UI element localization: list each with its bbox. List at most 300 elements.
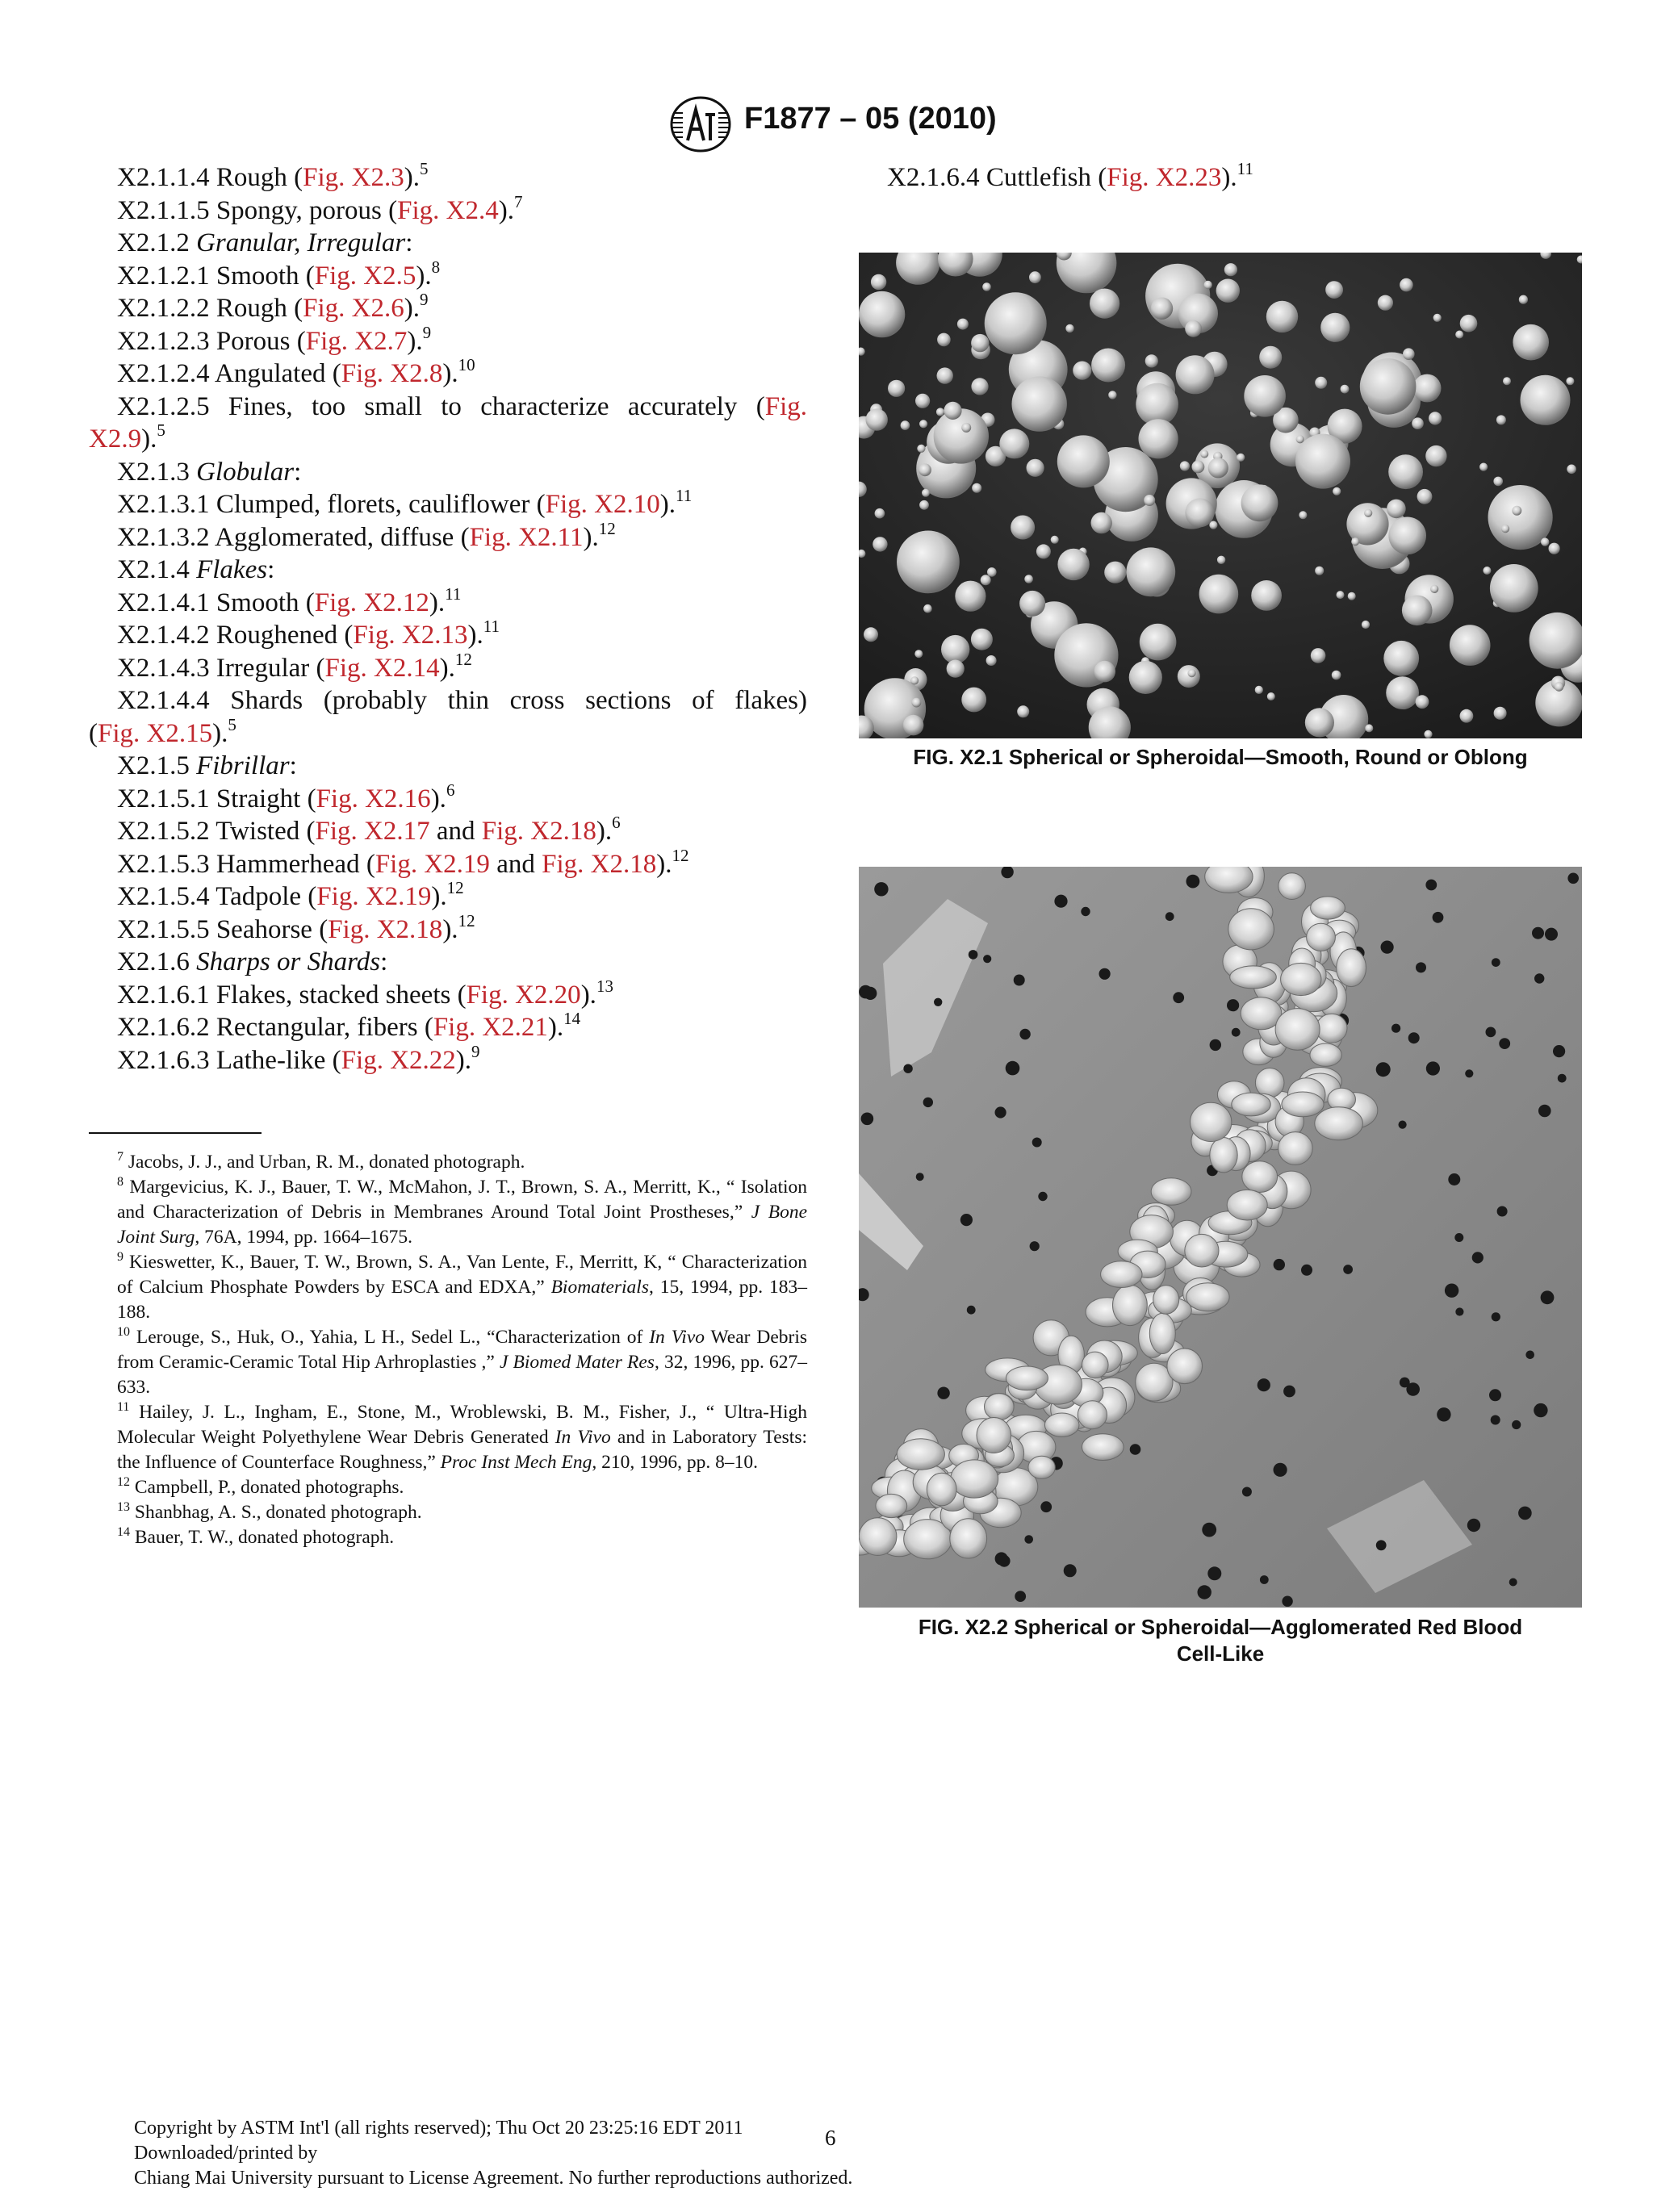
page-header (0, 95, 1653, 153)
membrane-pore (1274, 1463, 1287, 1477)
particle (957, 319, 969, 330)
particle (1178, 665, 1200, 688)
particle (1386, 676, 1419, 709)
particle (1360, 358, 1417, 415)
fig-link[interactable]: Fig. X2.15 (98, 718, 213, 748)
cell-particle (859, 1518, 897, 1556)
particle (1388, 517, 1426, 555)
particle (1430, 585, 1438, 593)
membrane-pore (1210, 1039, 1221, 1051)
particle (1027, 459, 1044, 477)
particle (1200, 450, 1208, 458)
para-X2.1.5.5: X2.1.5.5 Seahorse (Fig. X2.18).$^{12}$ (117, 910, 475, 944)
particle (1433, 314, 1442, 322)
particle (1325, 281, 1343, 299)
particle (1266, 301, 1298, 332)
membrane-pore (1227, 999, 1239, 1011)
membrane-pore (1541, 1290, 1555, 1304)
particle (1365, 724, 1373, 732)
particle (1126, 547, 1175, 596)
membrane-pore (1538, 1105, 1551, 1118)
membrane-pore (1343, 1265, 1353, 1274)
particle (1351, 537, 1359, 546)
para-X2.1.6.4: X2.1.6.4 Cuttlefish (Fig. X2.23).$^{11}$ (887, 159, 1253, 192)
cell-particle (1082, 1434, 1124, 1461)
particle (915, 394, 930, 408)
particle (1185, 498, 1214, 527)
membrane-pore (1455, 1307, 1463, 1315)
para-X2.1.2: X2.1.2 Granular, Irregular: (117, 228, 413, 257)
membrane-pore (1518, 1507, 1532, 1520)
particle (897, 531, 960, 594)
particle (1073, 362, 1091, 380)
particle (1320, 313, 1350, 342)
astm-logo-icon (668, 95, 733, 153)
particle (1362, 621, 1370, 629)
para-X2.1.2.5-line2: X2.9).$^5$ (89, 420, 165, 454)
particle (1017, 705, 1029, 717)
para-X2.1.4.1: X2.1.4.1 Smooth (Fig. X2.12).$^{11}$ (117, 583, 462, 617)
caption-line-1: FIG. X2.2 Spherical or Spheroidal—Agglomerated Red Blood (918, 1615, 1523, 1639)
particle (912, 698, 922, 708)
footnote-11: $^{11}$ Hailey, J. L., Ingham, E., Stone, M., Wroblewski, B. M., Fisher, J., “ Ultra-High Molecular Weight Polyethylene Wear Debris Generated In Vivo and in Laboratory Tests: the Influence of Counterface Roughness,” Proc Inst Mech Eng, 210, 1996, pp. 8–10. (117, 1400, 807, 1473)
membrane-pore (1376, 1540, 1387, 1550)
particle (1566, 377, 1574, 385)
particle (1333, 487, 1341, 496)
cell-particle (1151, 1178, 1191, 1206)
particle (1348, 592, 1356, 600)
footnote-13: $^{13}$ Shanbhag, A. S., donated photograph. (117, 1500, 422, 1523)
membrane-pore (1038, 1192, 1047, 1201)
particle (971, 334, 989, 352)
license-line: Chiang Mai University pursuant to License Agreement. No further reproductions authorized. (134, 2168, 853, 2189)
membrane-pore (1553, 1045, 1565, 1057)
membrane-pore (1525, 1351, 1534, 1360)
particle (914, 650, 923, 658)
cell-particle (985, 1394, 1015, 1420)
para-X2.1.6.1: X2.1.6.1 Flakes, stacked sheets (Fig. X2.20).$^{13}$ (117, 976, 613, 1010)
membrane-pore (1301, 1265, 1312, 1276)
para-X2.1.4.3: X2.1.4.3 Irregular (Fig. X2.14).$^{12}$ (117, 649, 472, 683)
particle (919, 463, 931, 476)
cell-particle (927, 1473, 956, 1506)
cell-particle (1316, 1014, 1347, 1043)
particle (1057, 549, 1089, 580)
particle (1091, 349, 1125, 383)
particle (1267, 692, 1275, 700)
membrane-pore (1534, 1403, 1547, 1417)
particle (864, 627, 878, 642)
fig-link[interactable]: Fig. X2.4 (397, 195, 499, 225)
particle (1090, 289, 1119, 319)
membrane-pore (1416, 962, 1426, 972)
fig-link[interactable]: Fig. X2.13 (353, 621, 468, 650)
particle (1295, 434, 1350, 489)
particle (1204, 281, 1212, 289)
particle (1104, 562, 1126, 583)
fig-link[interactable]: Fig. X2.23 (1107, 163, 1222, 192)
download-line: Downloaded/printed by (134, 2143, 318, 2164)
para-X2.1.5.4: X2.1.5.4 Tadpole (Fig. X2.19).$^{12}$ (117, 878, 464, 911)
membrane-pore (1406, 1382, 1420, 1396)
particle (1024, 575, 1033, 583)
particle (1417, 489, 1433, 504)
fig-link[interactable]: Fig. (764, 391, 807, 421)
particle (1387, 500, 1406, 519)
particle (1503, 377, 1511, 385)
cell-particle (977, 1418, 1011, 1453)
membrane-pore (983, 955, 991, 963)
cell-particle (1101, 1261, 1142, 1288)
particle (1091, 512, 1112, 533)
membrane-pore (859, 985, 873, 999)
cell-particle (1282, 1092, 1324, 1117)
membrane-pore (1260, 1575, 1269, 1584)
particle (1483, 567, 1491, 575)
para-X2.1.3.1: X2.1.3.1 Clumped, florets, cauliflower (Fig. X2.10).$^{11}$ (117, 486, 693, 519)
particle (1057, 435, 1110, 487)
fig-link[interactable]: Fig. X2.16 (316, 784, 431, 813)
para-X2.1.2.4: X2.1.2.4 Angulated (Fig. X2.8).$^{10}$ (117, 355, 475, 388)
footnote-divider (89, 1132, 262, 1134)
particle (1311, 648, 1326, 663)
particle (961, 688, 986, 713)
fig-link[interactable]: Fig. X2.12 (314, 587, 429, 617)
para-X2.1.6.3: X2.1.6.3 Lathe-like (Fig. X2.22).$^9$ (117, 1041, 480, 1075)
particle (1051, 536, 1059, 544)
particle (1490, 564, 1538, 613)
particle (971, 629, 993, 650)
particle (1429, 412, 1442, 424)
cell-particle (1185, 1234, 1219, 1267)
membrane-pore (1491, 1415, 1500, 1425)
membrane-pore (1448, 1173, 1460, 1185)
para-X2.1.4.4-line1: X2.1.4.4 Shards (probably thin cross sections of flakes) (117, 686, 807, 715)
particle (1251, 580, 1282, 611)
cell-particle (1113, 1285, 1148, 1325)
membrane-pore (1381, 941, 1394, 954)
particle (1424, 730, 1432, 738)
membrane-pore (1472, 1252, 1484, 1263)
membrane-pore (1532, 927, 1544, 939)
membrane-pore (1207, 1566, 1221, 1580)
particle (1217, 556, 1225, 564)
membrane-pore (1130, 1444, 1141, 1455)
membrane-pore (1512, 1420, 1521, 1429)
membrane-pore (1445, 1284, 1458, 1298)
membrane-pore (967, 1306, 976, 1315)
particle (1341, 385, 1350, 394)
fig-link[interactable]: Fig. X2.14 (324, 653, 440, 683)
para-X2.1.3: X2.1.3 Globular: (117, 457, 302, 487)
para-X2.1.2.5-line1: X2.1.2.5 Fines, too small to characterize accurately (Fig. (117, 391, 807, 421)
figure-x2-2-caption (859, 1614, 1582, 1667)
particle (1455, 331, 1463, 339)
membrane-pore (1545, 928, 1558, 941)
fig-link[interactable]: Fig. X2.11 (469, 522, 584, 552)
particle (1501, 525, 1509, 533)
membrane-pore (1165, 912, 1174, 921)
particle (1185, 320, 1202, 337)
copyright-line: Copyright by ASTM Int'l (all rights reserved); Thu Oct 20 23:25:16 EDT 2011 (134, 2118, 743, 2139)
particle (961, 423, 971, 433)
membrane-pore (1534, 973, 1544, 983)
membrane-pore (1006, 1061, 1020, 1076)
particle (919, 420, 927, 428)
particle (999, 429, 1029, 458)
particle (1555, 682, 1564, 692)
membrane-pore (1186, 875, 1200, 889)
membrane-pore (1376, 1062, 1391, 1077)
particle (1378, 295, 1393, 311)
para-X2.1.1.4: X2.1.1.4 Rough (Fig. X2.3).$^5$ (117, 159, 429, 192)
particle (1216, 279, 1240, 303)
membrane-pore (1558, 1074, 1567, 1083)
membrane-pore (1040, 1501, 1052, 1512)
membrane-pore (1499, 1038, 1510, 1049)
particle (1513, 324, 1549, 361)
membrane-pore (1408, 1032, 1420, 1043)
particle (871, 274, 886, 290)
particle (901, 420, 910, 430)
fig-link[interactable]: Fig. X2.18 (481, 817, 596, 846)
membrane-pore (1391, 1024, 1400, 1033)
footnote-7: $^7$ Jacobs, J. J., and Urban, R. M., donated photograph. (117, 1150, 525, 1173)
fig-link[interactable]: Fig. X2.8 (341, 359, 443, 388)
fig-link[interactable]: Fig. X2.18 (542, 849, 657, 879)
cell-particle (1082, 1352, 1109, 1378)
particle (1493, 477, 1503, 487)
particle (1494, 707, 1507, 720)
para-X2.1.2.2: X2.1.2.2 Rough (Fig. X2.6).$^9$ (117, 290, 429, 323)
particle (947, 660, 965, 678)
particle (1180, 461, 1190, 470)
particle (937, 367, 953, 383)
cell-particle (1281, 963, 1321, 995)
para-X2.1.6.2: X2.1.6.2 Rectangular, fibers (Fig. X2.21).$^{14}$ (117, 1009, 581, 1042)
particle (873, 537, 887, 551)
membrane-pore (1437, 1407, 1450, 1421)
cell-particle (1311, 897, 1345, 919)
cell-particle (1307, 923, 1336, 951)
particle (971, 378, 988, 395)
membrane-pore (1567, 873, 1579, 884)
membrane-pore (874, 882, 888, 896)
membrane-pore (1173, 992, 1184, 1003)
membrane-pore (1054, 895, 1067, 908)
membrane-pore (1467, 1519, 1480, 1532)
cell-particle (1028, 1456, 1055, 1478)
particle (1029, 271, 1041, 283)
particle (1315, 567, 1324, 575)
particle (1400, 278, 1413, 292)
particle (1315, 377, 1327, 389)
particle (1337, 591, 1345, 599)
particle (1237, 454, 1245, 462)
membrane-pore (998, 1555, 1011, 1567)
membrane-pore (960, 1214, 973, 1226)
fig-link[interactable]: Fig. X2.10 (545, 490, 660, 519)
fig-link[interactable]: Fig. X2.19 (316, 882, 432, 911)
membrane-pore (1274, 1259, 1285, 1270)
particle (1208, 458, 1228, 478)
cell-particle (1242, 1161, 1278, 1193)
fig-link[interactable]: Fig. X2.17 (315, 817, 430, 846)
membrane-pore (1426, 1061, 1440, 1075)
particle (1019, 591, 1045, 617)
membrane-pore (1081, 907, 1090, 916)
footnote-10: $^{10}$ Lerouge, S., Huk, O., Yahia, L H., Sedel L., “Characterization of In Vivo Wear Debris from Ceramic-Ceramic Total Hip Arhroplasties ,” J Biomed Mater Res, 32, 1996, pp. 627–633. (117, 1325, 808, 1398)
fig-link[interactable]: Fig. X2.21 (433, 1013, 548, 1042)
particle (1255, 686, 1263, 694)
figure-x2-2-micrograph (859, 867, 1582, 1608)
membrane-pore (1425, 880, 1437, 891)
para-X2.1.6: X2.1.6 Sharps or Shards: (117, 947, 388, 976)
particle (922, 489, 930, 497)
membrane-pore (903, 1064, 912, 1073)
particle (981, 575, 991, 585)
particle (1305, 708, 1334, 737)
cell-particle (1167, 1349, 1203, 1384)
membrane-pore (1433, 912, 1444, 923)
cell-particle (1227, 1190, 1267, 1220)
membrane-pore (1258, 1378, 1270, 1391)
particle (1176, 355, 1215, 394)
particle (934, 408, 989, 463)
cell-particle (1210, 1138, 1237, 1173)
figure-x2-1-caption: FIG. X2.1 Spherical or Spheroidal—Smooth, Round or Oblong (913, 745, 1528, 769)
particle (1403, 348, 1415, 360)
cell-particle (876, 1494, 907, 1517)
particle (1241, 484, 1278, 521)
para-X2.1.5.2: X2.1.5.2 Twisted (Fig. X2.17 and Fig. X2.18).$^6$ (117, 813, 621, 846)
page-footer (134, 2116, 1345, 2191)
fig-link[interactable]: Fig. X2.5 (314, 261, 416, 291)
cell-particle (897, 1439, 944, 1470)
particle (1496, 415, 1506, 424)
spherical-particles-image (859, 253, 1582, 738)
para-X2.1.4: X2.1.4 Flakes: (117, 555, 275, 584)
para-X2.1.1.5: X2.1.1.5 Spongy, porous (Fig. X2.4).$^7$ (117, 191, 523, 225)
cell-particle (1315, 1107, 1363, 1140)
cell-particle (1186, 1283, 1229, 1311)
particle (982, 282, 991, 291)
membrane-pore (969, 950, 978, 960)
particle (1549, 543, 1560, 554)
particle (1144, 495, 1155, 506)
membrane-pore (1497, 1206, 1508, 1217)
left-column (89, 161, 807, 1077)
right-column (859, 161, 1585, 194)
membrane-pore (1492, 1312, 1500, 1321)
particle (1199, 575, 1239, 614)
membrane-pore (1024, 1535, 1033, 1544)
particle (985, 292, 1047, 354)
particle (986, 655, 997, 666)
cell-particle (1278, 1132, 1313, 1165)
cell-particle (1278, 873, 1306, 900)
membrane-pore (937, 1387, 949, 1399)
particle (1259, 346, 1282, 369)
cell-particle (1228, 909, 1274, 950)
para-X2.1.5: X2.1.5 Fibrillar: (117, 751, 297, 780)
footnote-9: $^9$ Kieswetter, K., Bauer, T. W., Brown, S. A., Van Lente, F., Merritt, K, “ Characterization of Calcium Phosphate Powders by ESCA and EDXA,” Biomaterials, 15, 1994, pp. 183–188. (117, 1250, 807, 1323)
particle (1139, 419, 1178, 458)
membrane-pore (1014, 975, 1025, 986)
membrane-pore (1242, 1487, 1252, 1497)
membrane-pore (1232, 1028, 1241, 1037)
particle (1519, 295, 1528, 304)
cell-particle (950, 1519, 987, 1558)
membrane-pore (1064, 1564, 1077, 1577)
fig-link[interactable]: Fig. X2.22 (341, 1045, 456, 1075)
cell-particle (1255, 1068, 1284, 1098)
para-X2.1.5.3: X2.1.5.3 Hammerhead (Fig. X2.19 and Fig. X2.18).$^{12}$ (117, 845, 689, 879)
particle (1012, 376, 1067, 431)
membrane-pore (1492, 958, 1500, 967)
cell-particle (1310, 1043, 1341, 1066)
fig-link[interactable]: X2.9 (89, 424, 142, 454)
footnote-12: $^{12}$ Campbell, P., donated photographs. (117, 1475, 404, 1498)
cell-particle (1230, 966, 1277, 989)
fig-link[interactable]: Fig. X2.3 (303, 163, 404, 192)
cell-particle (1153, 1286, 1179, 1315)
membrane-pore (934, 998, 942, 1006)
particle (1460, 709, 1474, 723)
para-X2.1.2.1: X2.1.2.1 Smooth (Fig. X2.5).$^8$ (117, 257, 441, 291)
particle (888, 380, 905, 397)
para-X2.1.4.2: X2.1.4.2 Roughened (Fig. X2.13).$^{11}$ (117, 617, 500, 650)
particle (923, 604, 932, 613)
particle (1129, 661, 1162, 694)
fig-link[interactable]: Fig. X2.18 (328, 914, 443, 944)
particle (1108, 391, 1116, 399)
fig-link[interactable]: Fig. X2.19 (375, 849, 490, 879)
particle (919, 500, 929, 510)
cell-particle (1078, 1401, 1107, 1429)
particle (1388, 454, 1423, 489)
particle (937, 333, 951, 347)
membrane-pore (923, 1098, 933, 1107)
membrane-pore (1399, 1121, 1407, 1129)
particle (1412, 417, 1424, 429)
particle (1094, 661, 1115, 683)
particle (859, 291, 905, 337)
fig-link[interactable]: Fig. X2.7 (305, 326, 408, 356)
footnote-8: $^8$ Margevicius, K. J., Bauer, T. W., McMahon, J. T., Brown, S. A., Merritt, K., “ Isolation and Characterization of Debris in Membranes Around Total Joint Prostheses,” J Bone Joint Surg, 76A, 1994, pp. 1664–1675. (117, 1175, 808, 1248)
particle (1512, 506, 1521, 516)
particle (1188, 669, 1196, 677)
particle (1460, 315, 1478, 332)
membrane-pore (1509, 1579, 1517, 1587)
particle (1332, 671, 1341, 680)
particle (936, 408, 944, 416)
para-X2.1.5.1: X2.1.5.1 Straight (Fig. X2.16).$^6$ (117, 780, 455, 813)
membrane-pore (1015, 1591, 1026, 1602)
membrane-pore (1198, 1585, 1212, 1599)
particle (1383, 641, 1419, 676)
cell-particle (1232, 1093, 1270, 1116)
particle (987, 567, 997, 577)
particle (866, 408, 888, 430)
particle (1416, 695, 1429, 709)
membrane-pore (1283, 1386, 1295, 1398)
fig-link[interactable]: Fig. X2.20 (466, 980, 581, 1010)
fig-link[interactable]: Fig. X2.6 (303, 294, 404, 323)
para-X2.1.4.4-line2: (Fig. X2.15).$^5$ (89, 714, 236, 748)
cell-particle (1044, 1413, 1079, 1436)
particle (972, 483, 981, 493)
